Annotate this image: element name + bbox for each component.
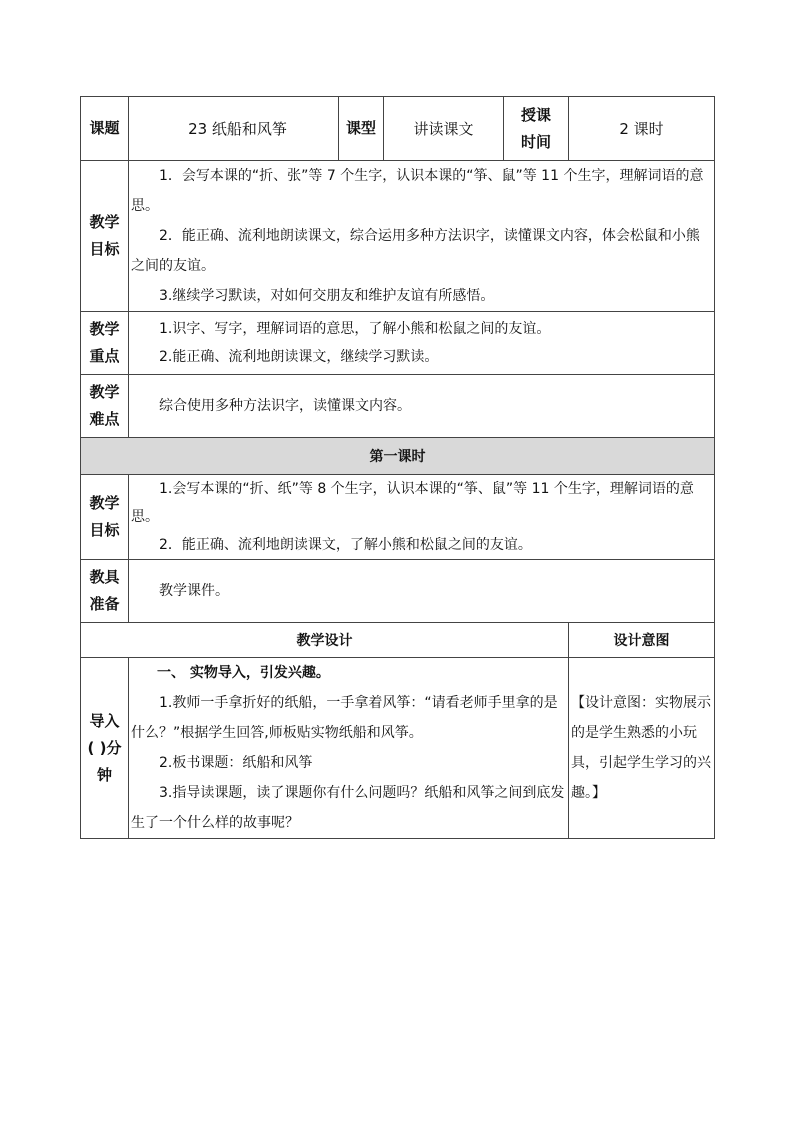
key-points-label-line2: 重点 bbox=[89, 347, 120, 365]
intro-label-line1: 导入 bbox=[89, 711, 120, 730]
difficulties-label bbox=[81, 375, 129, 438]
lesson-goals-label-line2: 目标 bbox=[89, 521, 120, 539]
header-row bbox=[81, 97, 715, 161]
difficulties-row bbox=[81, 375, 715, 438]
time-label-line2: 时间 bbox=[520, 132, 551, 151]
lesson-goals-label-line1: 教学 bbox=[89, 494, 120, 512]
goal-item: 2．能正确、流利地朗读课文，综合运用多种方法识字，读懂课文内容，体会松鼠和小熊之间的友谊。 bbox=[131, 228, 700, 274]
lesson-goal-item: 2．能正确、流利地朗读课文，了解小熊和松鼠之间的友谊。 bbox=[159, 537, 532, 553]
goals-content bbox=[129, 161, 715, 312]
first-lesson-band: 第一课时 bbox=[81, 438, 715, 475]
intent-text: 【设计意图：实物展示的是学生熟悉的小玩具，引起学生学习的兴趣。】 bbox=[571, 695, 711, 801]
key-points-content bbox=[129, 312, 715, 375]
goals-label bbox=[81, 161, 129, 312]
difficulties-label-line1: 教学 bbox=[89, 383, 120, 401]
tools-text: 教学课件。 bbox=[159, 583, 229, 599]
intro-intent bbox=[569, 658, 715, 839]
intro-row bbox=[81, 658, 715, 839]
tools-label bbox=[81, 560, 129, 623]
goals-label-line2: 目标 bbox=[89, 240, 120, 258]
intro-label bbox=[81, 658, 129, 839]
step-title: 一、 实物导入，引发兴趣。 bbox=[157, 665, 330, 681]
key-point-item: 2.能正确、流利地朗读课文，继续学习默读。 bbox=[159, 349, 439, 365]
intro-label-line3: 钟 bbox=[96, 765, 112, 784]
goal-item: 1．会写本课的“折、张”等 7 个生字，认识本课的“筝、鼠”等 11 个生字，理解词语的意思。 bbox=[131, 168, 704, 214]
goal-item: 3.继续学习默读，对如何交朋友和维护友谊有所感悟。 bbox=[159, 288, 495, 304]
lesson-goals-label bbox=[81, 475, 129, 560]
topic-label: 课题 bbox=[81, 97, 129, 161]
key-points-label-line1: 教学 bbox=[89, 320, 120, 338]
difficulties-content bbox=[129, 375, 715, 438]
key-point-item: 1.识字、写字，理解词语的意思，了解小熊和松鼠之间的友谊。 bbox=[159, 321, 551, 337]
time-label-line1: 授课 bbox=[520, 105, 551, 124]
type-label: 课型 bbox=[339, 97, 384, 161]
time-value: 2 课时 bbox=[569, 97, 715, 161]
key-points-row bbox=[81, 312, 715, 375]
tools-label-line1: 教具 bbox=[89, 568, 120, 586]
lesson-plan-table bbox=[80, 96, 715, 839]
tools-row bbox=[81, 560, 715, 623]
step-item: 3.指导读课题，读了课题你有什么问题吗？纸船和风筝之间到底发生了一个什么样的故事呢？ bbox=[131, 785, 565, 831]
lesson-goals-row bbox=[81, 475, 715, 560]
goals-label-line1: 教学 bbox=[89, 213, 120, 231]
tools-content bbox=[129, 560, 715, 623]
step-item: 2.板书课题：纸船和风筝 bbox=[159, 755, 313, 771]
difficulties-label-line2: 难点 bbox=[89, 410, 120, 428]
tools-label-line2: 准备 bbox=[89, 595, 120, 613]
lesson-goal-item: 1.会写本课的“折、纸”等 8 个生字，认识本课的“筝、鼠”等 11 个生字，理解词语的意思。 bbox=[131, 481, 694, 525]
intro-label-line2: ( )分 bbox=[87, 738, 122, 757]
intent-header: 设计意图 bbox=[569, 623, 715, 658]
first-lesson-band-row bbox=[81, 438, 715, 475]
topic-value: 23 纸船和风筝 bbox=[129, 97, 339, 161]
design-header: 教学设计 bbox=[81, 623, 569, 658]
goals-row bbox=[81, 161, 715, 312]
design-header-row bbox=[81, 623, 715, 658]
difficulties-text: 综合使用多种方法识字，读懂课文内容。 bbox=[159, 398, 411, 414]
lesson-goals-content bbox=[129, 475, 715, 560]
time-label bbox=[504, 97, 569, 161]
intro-content bbox=[129, 658, 569, 839]
step-item: 1.教师一手拿折好的纸船，一手拿着风筝：“请看老师手里拿的是什么？”根据学生回答,师板贴实物纸船和风筝。 bbox=[131, 695, 558, 741]
key-points-label bbox=[81, 312, 129, 375]
type-value: 讲读课文 bbox=[384, 97, 504, 161]
